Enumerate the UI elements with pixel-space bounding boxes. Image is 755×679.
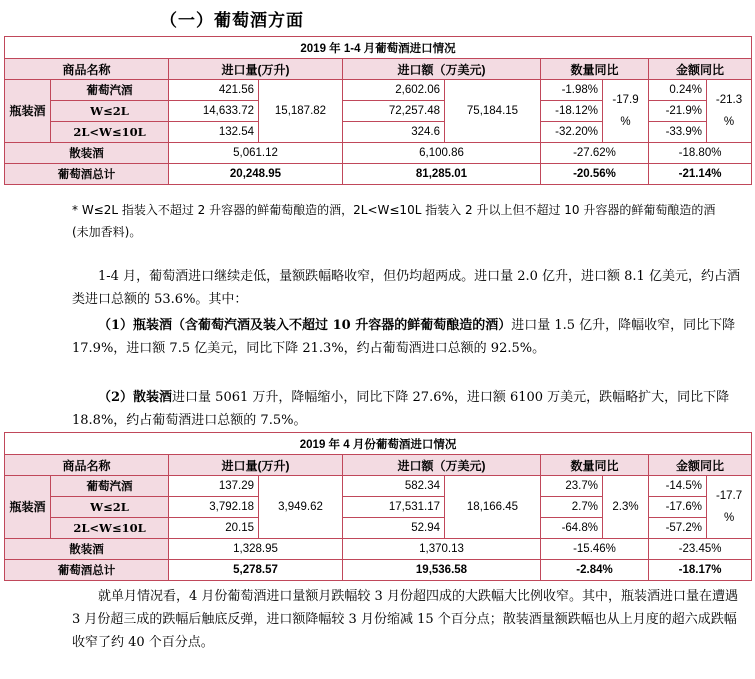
bulk-row (5, 143, 752, 164)
header-product: 商品名称 (5, 59, 169, 80)
header-amount-yoy: 金额同比 (649, 455, 752, 476)
total-amount: 81,285.01 (343, 164, 541, 185)
bulk-label: 散装酒 (5, 143, 169, 164)
paragraph-bulk-lead: （2）散装酒 (98, 390, 173, 405)
header-amount: 进口额（万美元) (343, 455, 541, 476)
paragraph-bulk-body: 进口量 5061 万升，降幅缩小，同比下降 27.6%，进口额 6100 万美元，跌幅略扩大，同比下降 18.8%，约占葡萄酒进口总额的 7.5%。 (72, 390, 730, 428)
row-name: 葡萄汽酒 (51, 476, 169, 497)
cell-volume: 132.54 (169, 122, 259, 143)
bulk-amount-yoy: -23.45% (649, 539, 752, 560)
header-volume-yoy: 数量同比 (541, 59, 649, 80)
header-volume: 进口量(万升) (169, 455, 343, 476)
total-label: 葡萄酒总计 (5, 164, 169, 185)
cell-volume: 14,633.72 (169, 101, 259, 122)
cell-volume-yoy: -18.12% (541, 101, 603, 122)
total-row (5, 560, 752, 581)
total-volume: 20,248.95 (169, 164, 343, 185)
paragraph-bottled-lead: （1）瓶装酒（含葡萄汽酒及装入不超过 10 升容器的鲜葡萄酿造的酒） (98, 318, 512, 333)
header-volume-yoy: 数量同比 (541, 455, 649, 476)
total-volume: 5,278.57 (169, 560, 343, 581)
bulk-label: 散装酒 (5, 539, 169, 560)
paragraph-monthly: 就单月情况看，4 月份葡萄酒进口量额月跌幅较 3 月份超四成的大跌幅大比例收窄。其中，瓶装酒进口量在遭遇 3 月份超三成的跌幅后触底反弹，进口额降幅较 3 月份缩减 15 个百分点；散装酒量额跌幅也从上月度的超六成跌幅收窄了约 40 个百分点。 (72, 589, 738, 650)
bottled-volume-yoy: 2.3% (603, 476, 649, 539)
cell-amount: 324.6 (343, 122, 445, 143)
bottled-amount-yoy: -21.3 % (707, 80, 752, 143)
total-label: 葡萄酒总计 (5, 560, 169, 581)
bottled-volume-yoy: -17.9 % (603, 80, 649, 143)
cell-amount-yoy: -14.5% (649, 476, 707, 497)
cell-volume: 20.15 (169, 518, 259, 539)
table-title: 2019 年 4 月份葡萄酒进口情况 (5, 433, 752, 455)
header-product: 商品名称 (5, 455, 169, 476)
table-row (5, 476, 752, 497)
cell-amount: 52.94 (343, 518, 445, 539)
total-volume-yoy: -20.56% (541, 164, 649, 185)
cell-amount: 17,531.17 (343, 497, 445, 518)
cell-amount-yoy: -17.6% (649, 497, 707, 518)
cell-volume: 137.29 (169, 476, 259, 497)
total-volume-yoy: -2.84% (541, 560, 649, 581)
paragraph-bulk (72, 386, 742, 432)
bottled-amount-total: 18,166.45 (445, 476, 541, 539)
bulk-amount-yoy: -18.80% (649, 143, 752, 164)
header-amount-yoy: 金额同比 (649, 59, 752, 80)
row-name: 2L<W≤10L (51, 122, 169, 143)
section-title: （一）葡萄酒方面 (160, 11, 304, 31)
bulk-volume: 1,328.95 (169, 539, 343, 560)
cell-volume-yoy: 2.7% (541, 497, 603, 518)
cell-amount-yoy: 0.24% (649, 80, 707, 101)
cell-amount: 582.34 (343, 476, 445, 497)
row-name: 2L<W≤10L (51, 518, 169, 539)
total-row (5, 164, 752, 185)
bottled-volume-total: 15,187.82 (259, 80, 343, 143)
bulk-volume-yoy: -15.46% (541, 539, 649, 560)
cell-amount-yoy: -57.2% (649, 518, 707, 539)
total-amount-yoy: -21.14% (649, 164, 752, 185)
import-table-jan-apr (4, 36, 752, 185)
total-amount: 19,536.58 (343, 560, 541, 581)
row-name: W≤2L (51, 497, 169, 518)
bottled-volume-total: 3,949.62 (259, 476, 343, 539)
paragraph-bottled (72, 314, 742, 360)
cell-amount: 2,602.06 (343, 80, 445, 101)
cell-amount: 72,257.48 (343, 101, 445, 122)
cell-volume-yoy: -32.20% (541, 122, 603, 143)
bulk-row (5, 539, 752, 560)
total-amount-yoy: -18.17% (649, 560, 752, 581)
table-header-row (5, 59, 752, 80)
bulk-volume-yoy: -27.62% (541, 143, 649, 164)
cell-amount-yoy: -21.9% (649, 101, 707, 122)
bulk-amount: 1,370.13 (343, 539, 541, 560)
cell-amount-yoy: -33.9% (649, 122, 707, 143)
table-title: 2019 年 1-4 月葡萄酒进口情况 (5, 37, 752, 59)
paragraph-summary: 1-4 月，葡萄酒进口继续走低，量额跌幅略收窄，但仍均超两成。进口量 2.0 亿升，进口额 8.1 亿美元，约占酒类进口总额的 53.6%。其中： (72, 269, 740, 307)
bulk-volume: 5,061.12 (169, 143, 343, 164)
bulk-amount: 6,100.86 (343, 143, 541, 164)
table-row (5, 80, 752, 101)
cell-volume-yoy: 23.7% (541, 476, 603, 497)
cell-volume-yoy: -1.98% (541, 80, 603, 101)
header-amount: 进口额（万美元) (343, 59, 541, 80)
bottled-label: 瓶装酒 (5, 80, 51, 143)
bottled-label: 瓶装酒 (5, 476, 51, 539)
bottled-amount-yoy: -17.7 % (707, 476, 752, 539)
paragraph-bottled-body: 进口量 1.5 亿升，降幅收窄，同比下降 17.9%，进口额 7.5 亿美元，同比下降 21.3%，约占葡萄酒进口总额的 92.5%。 (72, 318, 736, 356)
import-table-april (4, 432, 752, 581)
cell-volume: 3,792.18 (169, 497, 259, 518)
bottled-amount-total: 75,184.15 (445, 80, 541, 143)
footnote: * W≤2L 指装入不超过 2 升容器的鲜葡萄酿造的酒，2L<W≤10L 指装入 2 升以上但不超过 10 升容器的鲜葡萄酿造的酒(未加香料)。 (72, 203, 716, 239)
header-volume: 进口量(万升) (169, 59, 343, 80)
row-name: 葡萄汽酒 (51, 80, 169, 101)
table-header-row (5, 455, 752, 476)
cell-volume-yoy: -64.8% (541, 518, 603, 539)
row-name: W≤2L (51, 101, 169, 122)
cell-volume: 421.56 (169, 80, 259, 101)
